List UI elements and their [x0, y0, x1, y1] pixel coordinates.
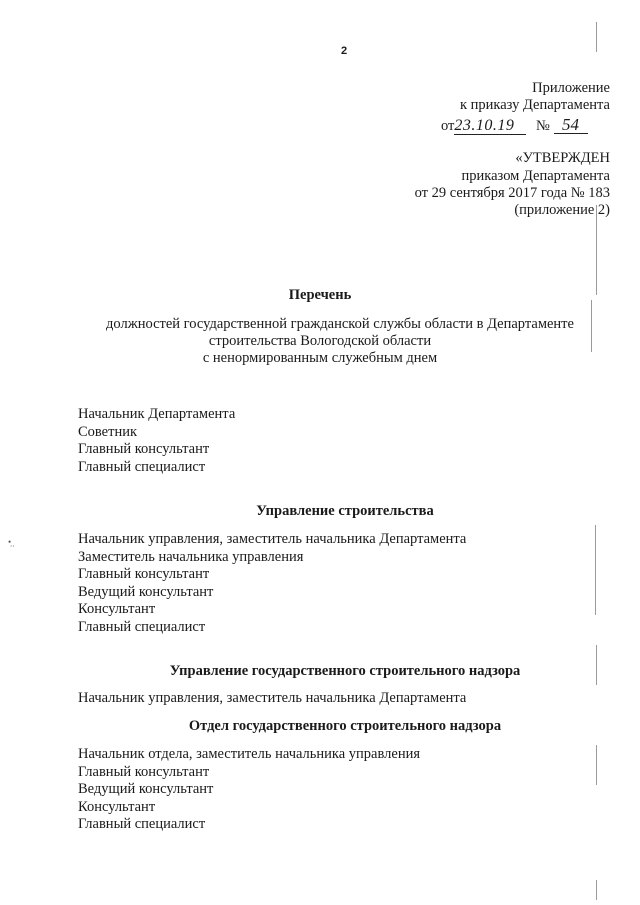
handwritten-number: 54: [554, 116, 588, 134]
approved-label: «УТВЕРЖДЕН: [515, 150, 610, 166]
document-heading: Перечень: [288, 287, 352, 303]
section-heading-supervision-dept: Отдел государственного строительного надзора: [188, 718, 502, 734]
list-item: Заместитель начальника управления: [78, 548, 304, 565]
construction-positions-list: [78, 531, 466, 636]
document-subtitle-line1: должностей государственной гражданской службы области в Департаменте: [106, 316, 574, 332]
list-item: Начальник отдела, заместитель начальника управления: [78, 746, 421, 762]
list-item: Главный консультант: [78, 566, 210, 582]
approved-by-order: приказом Департамента: [461, 168, 610, 184]
list-item: Консультант: [78, 601, 156, 617]
page-number: 2: [341, 45, 348, 57]
scan-artifact-line: [596, 880, 597, 900]
list-item: Ведущий консультант: [78, 781, 214, 797]
general-positions-list: [78, 406, 235, 476]
number-label: №: [536, 118, 550, 134]
list-item: Начальник управления, заместитель начальника Департамента: [78, 690, 467, 706]
list-item: Главный специалист: [78, 816, 206, 832]
document-subtitle-line3: с ненормированным служебным днем: [202, 350, 438, 366]
approved-appendix: (приложение 2): [514, 202, 610, 218]
scan-artifact-line: [596, 745, 597, 785]
appendix-date-line: [441, 116, 588, 135]
list-item: Главный консультант: [78, 441, 210, 457]
supervision-positions-list: [78, 690, 466, 708]
scan-artifact-line: [596, 22, 597, 52]
list-item: Главный консультант: [78, 763, 210, 780]
list-item: Ведущий консультант: [78, 583, 214, 600]
list-item: Начальник Департамента: [78, 406, 236, 422]
date-prefix: от: [441, 118, 455, 134]
document-subtitle-line2: строительства Вологодской области: [208, 333, 432, 349]
list-item: Советник: [78, 423, 138, 440]
list-item: Начальник управления, заместитель начальника Департамента: [78, 531, 467, 547]
scan-artifact-line: [595, 525, 596, 615]
appendix-order-ref: к приказу Департамента: [459, 97, 610, 113]
supervision-dept-positions-list: [78, 746, 420, 834]
section-heading-construction: Управление строительства: [256, 503, 434, 519]
appendix-title: Приложение: [532, 80, 610, 96]
list-item: Главный специалист: [78, 618, 206, 635]
approved-date: от 29 сентября 2017 года № 183: [414, 185, 610, 201]
section-heading-supervision: Управление государственного строительного надзора: [169, 663, 521, 679]
list-item: Главный специалист: [78, 458, 206, 475]
scan-speck: •̣ ̣: [8, 537, 14, 547]
handwritten-date: 23.10.19: [454, 117, 526, 135]
list-item: Консультант: [78, 798, 156, 815]
